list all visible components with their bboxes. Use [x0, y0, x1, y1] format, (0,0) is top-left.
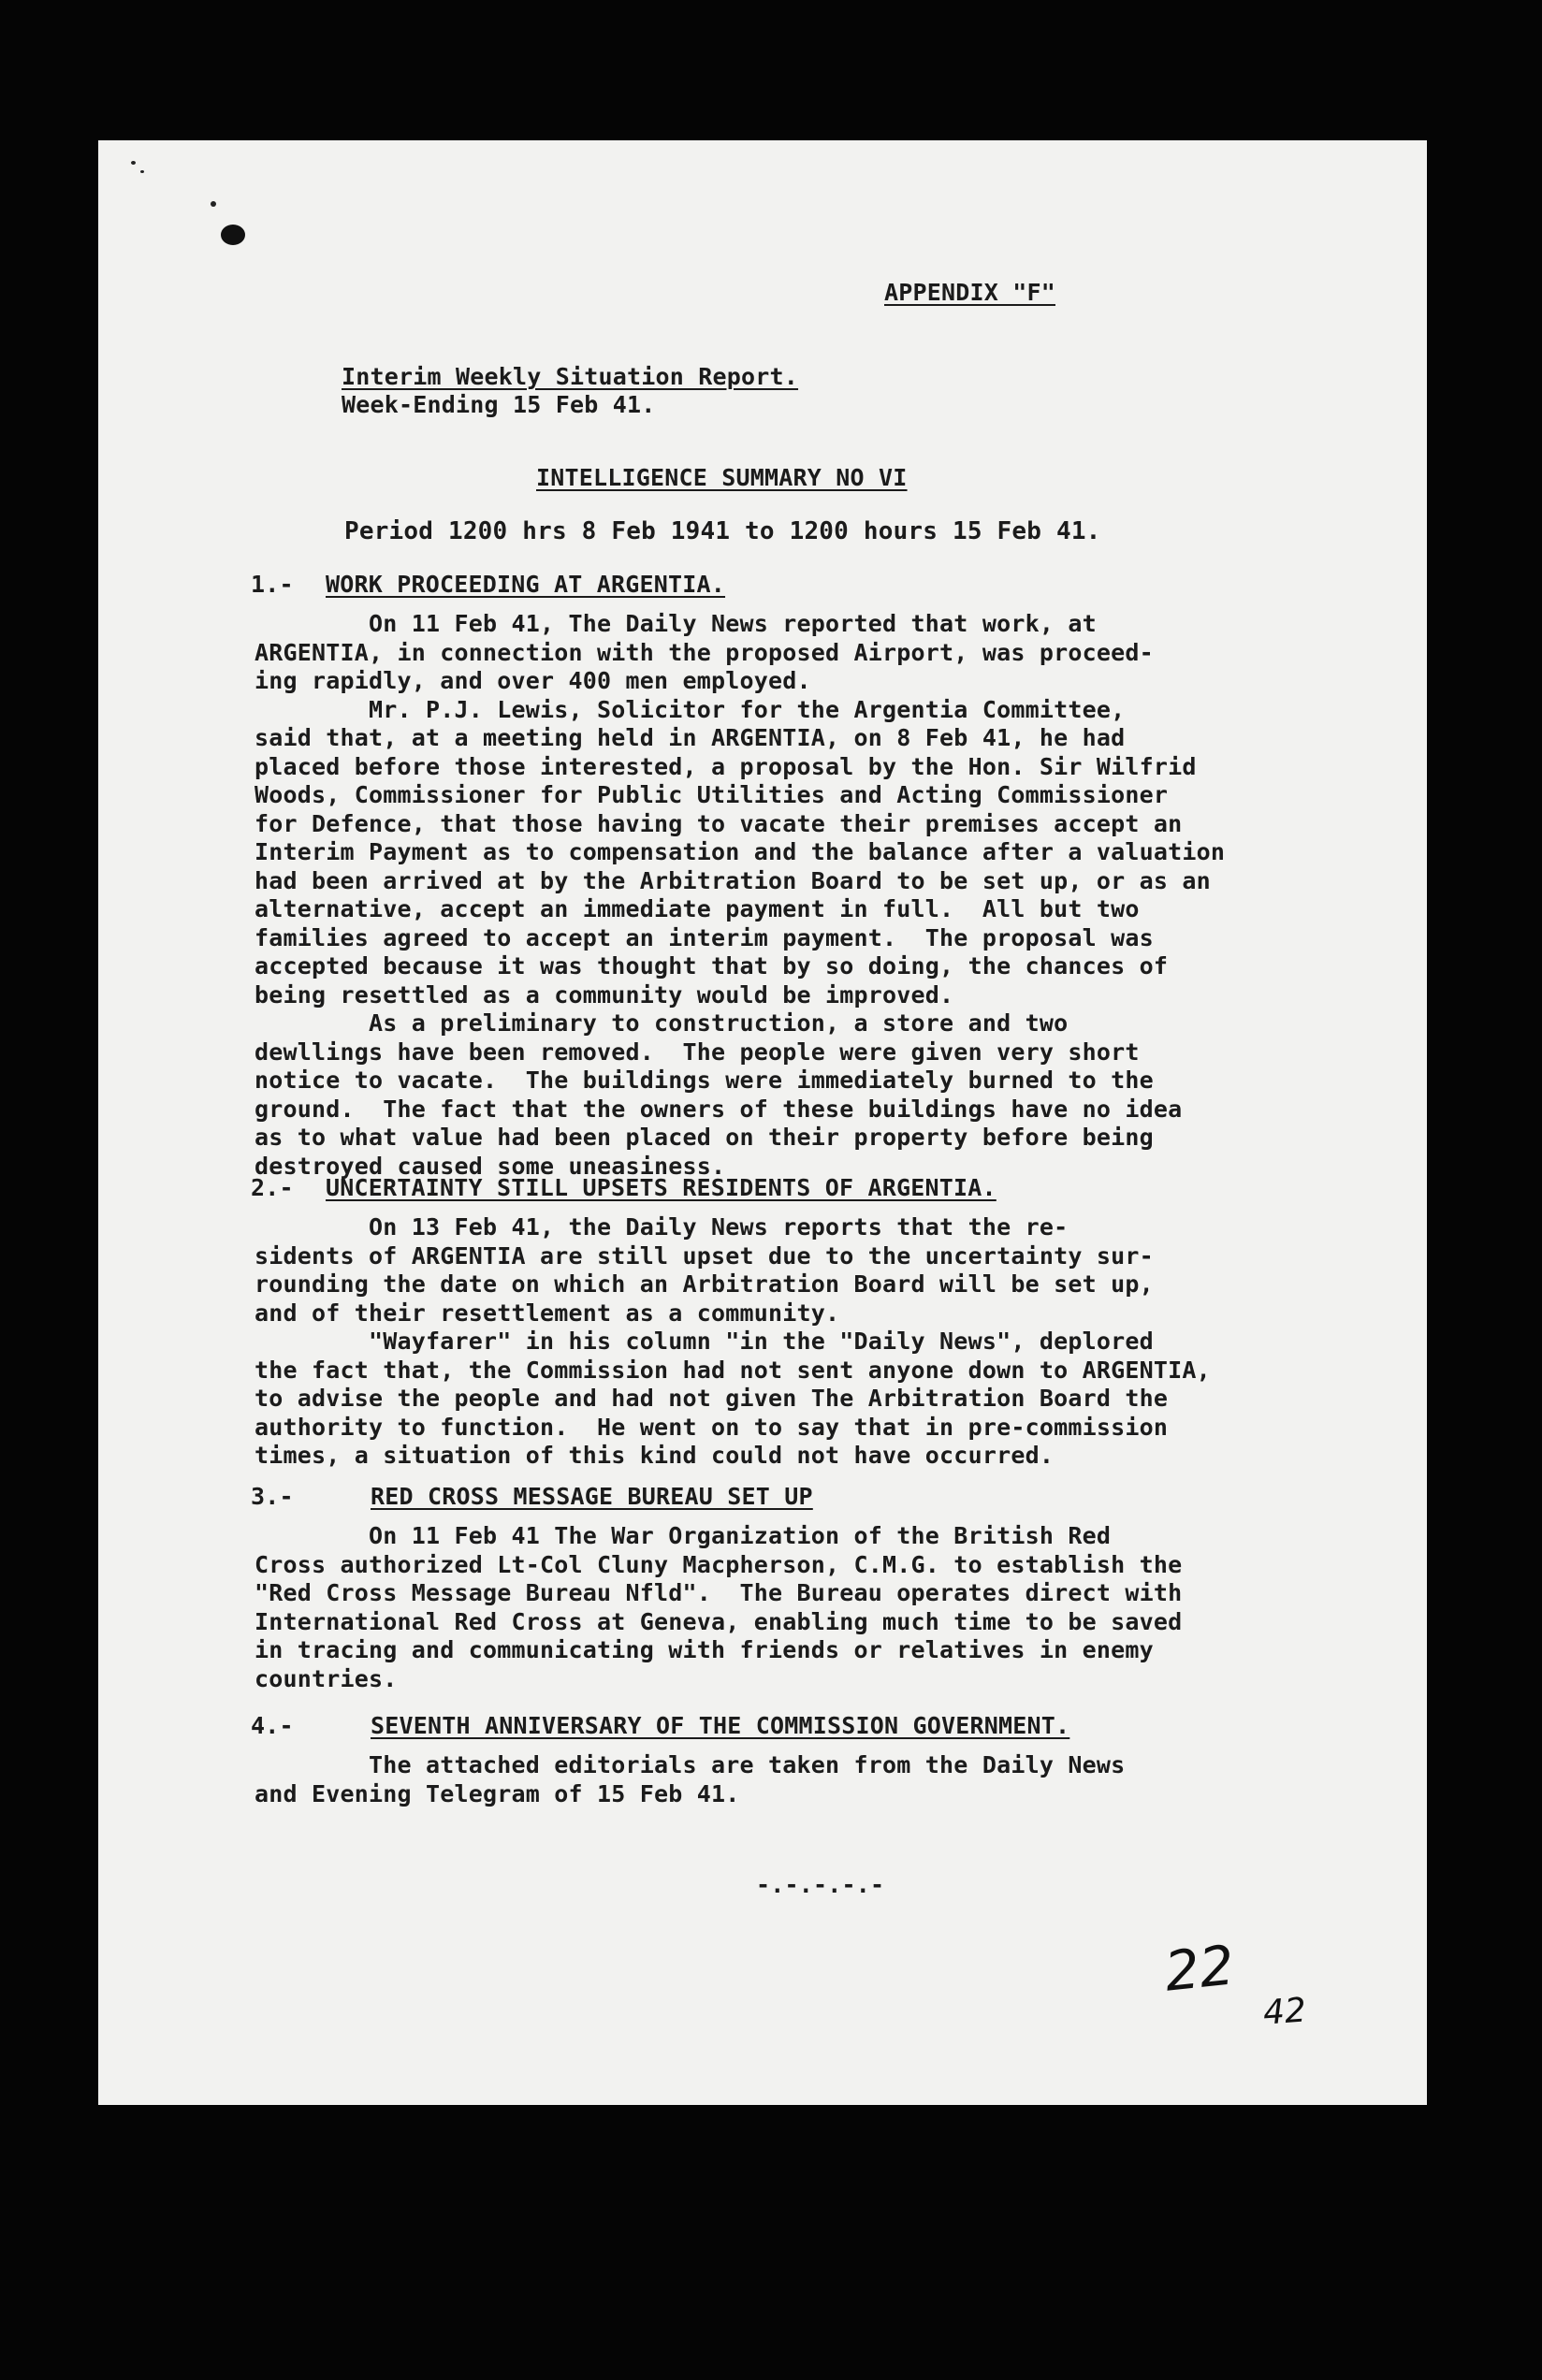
body-line: had been arrived at by the Arbitration Board to be set up, or as an: [255, 866, 1211, 894]
section-number: 1.-: [251, 571, 294, 598]
body-line: placed before those interested, a proposal by the Hon. Sir Wilfrid: [255, 752, 1197, 780]
summary-period: Period 1200 hrs 8 Feb 1941 to 1200 hours 15 Feb 41.: [344, 517, 1101, 545]
body-line: Interim Payment as to compensation and the balance after a valuation: [255, 838, 1226, 865]
body-line: On 11 Feb 41, The Daily News reported that work, at: [255, 610, 1097, 637]
dust-speck: [140, 170, 144, 173]
body-line: Woods, Commissioner for Public Utilities and Acting Commissioner: [255, 781, 1169, 808]
body-line: ground. The fact that the owners of these buildings have no idea: [255, 1095, 1183, 1123]
body-line: On 13 Feb 41, the Daily News reports that the re-: [255, 1213, 1069, 1241]
body-line: families agreed to accept an interim payment. The proposal was: [255, 923, 1154, 951]
body-line: ing rapidly, and over 400 men employed.: [255, 667, 811, 694]
body-line: "Red Cross Message Bureau Nfld". The Bureau operates direct with: [255, 1579, 1183, 1606]
section-number: 2.-: [251, 1174, 294, 1201]
dust-speck: [211, 201, 216, 207]
body-line: and Evening Telegram of 15 Feb 41.: [255, 1779, 740, 1807]
ink-blot: [221, 225, 245, 245]
body-line: to advise the people and had not given The Arbitration Board the: [255, 1385, 1169, 1412]
body-line: alternative, accept an immediate payment in full. All but two: [255, 895, 1140, 922]
body-line: Cross authorized Lt-Col Cluny Macpherson, C.M.G. to establish the: [255, 1550, 1183, 1578]
end-separator: -.-.-.-.-: [756, 1871, 885, 1898]
body-line: countries.: [255, 1664, 398, 1692]
body-line: as to what value had been placed on their property before being: [255, 1124, 1154, 1151]
body-line: and of their resettlement as a community.: [255, 1299, 840, 1327]
summary-title: INTELLIGENCE SUMMARY NO VI: [536, 464, 908, 491]
body-line: in tracing and communicating with friends or relatives in enemy: [255, 1636, 1154, 1663]
appendix-label: APPENDIX "F": [884, 279, 1056, 306]
section-number: 4.-: [251, 1712, 294, 1739]
body-line: dewllings have been removed. The people were given very short: [255, 1038, 1140, 1066]
week-ending: Week-Ending 15 Feb 41.: [342, 391, 656, 418]
section-number: 3.-: [251, 1483, 294, 1510]
body-line: As a preliminary to construction, a store and two: [255, 1009, 1069, 1037]
body-line: "Wayfarer" in his column "in the "Daily News", deplored: [255, 1328, 1154, 1355]
body-line: The attached editorials are taken from the Daily News: [255, 1751, 1126, 1778]
section-heading: RED CROSS MESSAGE BUREAU SET UP: [371, 1483, 813, 1510]
body-line: for Defence, that those having to vacate their premises accept an: [255, 809, 1183, 837]
body-line: the fact that, the Commission had not sent anyone down to ARGENTIA,: [255, 1356, 1211, 1384]
body-line: sidents of ARGENTIA are still upset due to the uncertainty sur-: [255, 1241, 1154, 1270]
body-line: times, a situation of this kind could not have occurred.: [255, 1442, 1055, 1469]
body-line: International Red Cross at Geneva, enabling much time to be saved: [255, 1607, 1183, 1635]
handwritten-folio-number: 42: [1261, 1991, 1308, 2033]
report-title: Interim Weekly Situation Report.: [342, 363, 799, 390]
handwritten-page-number: 22: [1161, 1933, 1238, 2004]
body-line: rounding the date on which an Arbitration Board will be set up,: [255, 1270, 1154, 1298]
body-line: accepted because it was thought that by so doing, the chances of: [255, 952, 1169, 980]
section-heading: WORK PROCEEDING AT ARGENTIA.: [326, 571, 726, 598]
section-heading: UNCERTAINTY STILL UPSETS RESIDENTS OF ARGENTIA.: [326, 1174, 996, 1201]
body-line: authority to function. He went on to say that in pre-commission: [255, 1413, 1169, 1441]
section-heading: SEVENTH ANNIVERSARY OF THE COMMISSION GOVERNMENT.: [371, 1712, 1070, 1739]
body-line: Mr. P.J. Lewis, Solicitor for the Argentia Committee,: [255, 695, 1126, 723]
dust-speck: [131, 161, 136, 165]
body-line: ARGENTIA, in connection with the proposed Airport, was proceed-: [255, 638, 1154, 666]
body-line: being resettled as a community would be improved.: [255, 980, 954, 1009]
body-line: On 11 Feb 41 The War Organization of the British Red: [255, 1522, 1112, 1549]
body-line: said that, at a meeting held in ARGENTIA, on 8 Feb 41, he had: [255, 724, 1126, 751]
body-line: notice to vacate. The buildings were immediately burned to the: [255, 1067, 1154, 1094]
body-line: destroyed caused some uneasiness.: [255, 1152, 726, 1180]
